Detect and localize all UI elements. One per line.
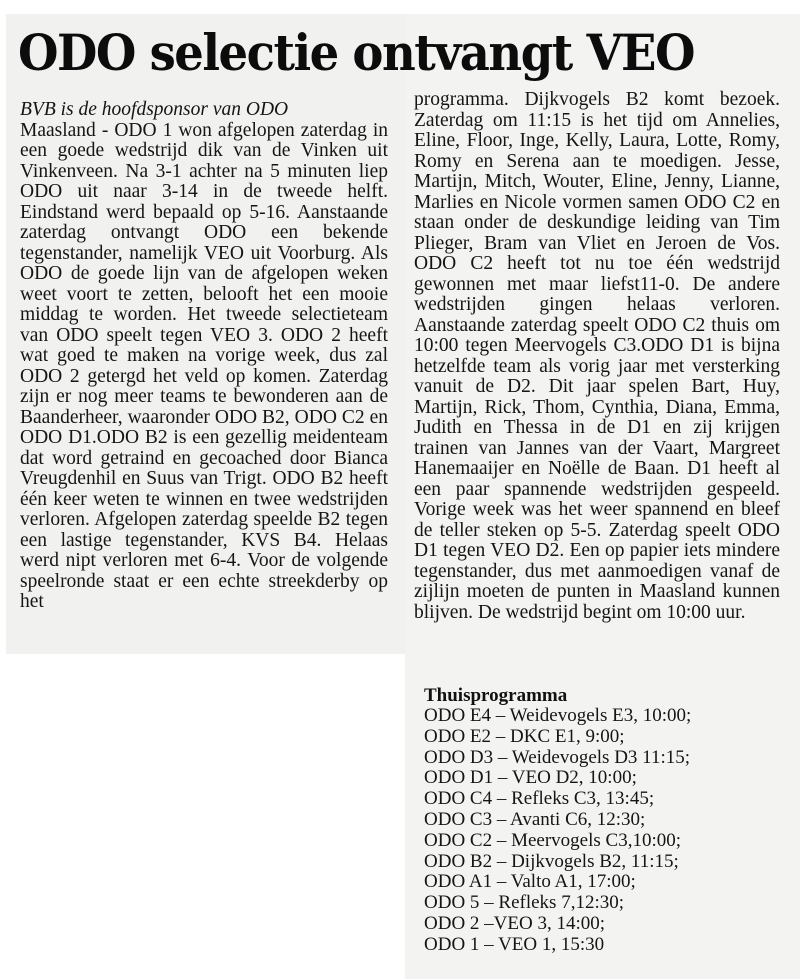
schedule-item: ODO C3 – Avanti C6, 12:30; [424,808,646,830]
schedule-item: ODO 1 – VEO 1, 15:30 [424,933,605,955]
schedule-item: ODO D1 – VEO D2, 10:00; [424,767,637,789]
article-headline: ODO selectie ontvangt VEO [18,23,695,82]
schedule-item: ODO B2 – Dijkvogels B2, 11:15; [424,850,679,872]
schedule-item: ODO D3 – Weidevogels D3 11:15; [424,746,691,768]
article-column-right [414,90,780,623]
article-body-right: programma. Dijkvogels B2 komt bezoek. Zaterdag om 11:15 is het tijd om Annelies, Eline, Floor, Inge, Kelly, Laura, Lotte, Romy, Romy en Serena aan te moedigen. Jesse, Martijn, Mitch, Wouter, Eline, Jenny, Lianne, Marlies en Nicole vormen samen ODO C2 en staan onder de deskundige leiding van Tim Plieger, Bram van Vliet en Jeroen de Vos. ODO C2 heeft tot nu toe één wedstrijd gewonnen met maar liefst11-0. De andere wedstrijden gingen helaas verloren. Aanstaande zaterdag speelt ODO C2 thuis om 10:00 tegen Meervogels C3.ODO D1 is bijna hetzelfde team als vorig jaar met versterking vanuit de D2. Dit jaar spelen Bart, Huy, Martijn, Rick, Thom, Cynthia, Diana, Emma, Judith en Thessa in de D1 en zij krijgen trainen van Jannes van der Vaart, Margreet Hanemaaijer en Noëlle de Baan. D1 heeft al een paar spannende wedstrijden gespeeld. Vorige week was het weer spannend en bleef de teller steken op 5-5. Zaterdag speelt ODO D1 tegen VEO D2. Een op papier iets mindere tegenstander, dus met aanmoedigen vanaf de zijlijn moeten de punten in Maasland kunnen blijven. De wedstrijd begint om 10:00 uur. [414,89,780,623]
schedule-title: Thuisprogramma [424,685,568,706]
schedule-item: ODO C2 – Meervogels C3,10:00; [424,829,682,851]
home-schedule-list [424,706,691,956]
schedule-item: ODO 5 – Refleks 7,12:30; [424,892,625,914]
article-subhead: BVB is de hoofdsponsor van ODO [20,99,289,120]
schedule-item: ODO A1 – Valto A1, 17:00; [424,871,636,893]
schedule-item: ODO 2 –VEO 3, 14:00; [424,912,606,934]
article-column-left [20,100,388,613]
schedule-item: ODO E2 – DKC E1, 9:00; [424,725,625,747]
article-body-left: Maasland - ODO 1 won afgelopen zaterdag in een goede wedstrijd dik van de Vinken uit Vinkenveen. Na 3-1 achter na 5 minuten liep ODO uit naar 3-14 in de tweede helft. Eindstand werd bepaald op 5-16. Aanstaande zaterdag ontvangt ODO een bekende tegenstander, namelijk VEO uit Voorburg. Als ODO de goede lijn van de afgelopen weken weet voort te zetten, belooft het een mooie middag te worden. Het tweede selectieteam van ODO speelt tegen VEO 3. ODO 2 heeft wat goed te maken na vorige week, dus zal ODO 2 getergd het veld op komen. Zaterdag zijn er nog meer teams te bewonderen aan de Baanderheer, waaronder ODO B2, ODO C2 en ODO D1.ODO B2 is een gezellig meidenteam dat word getraind en gecoached door Bianca Vreugdenhil en Suus van Trigt. ODO B2 heeft één keer weten te winnen en twee wedstrijden verloren. Afgelopen zaterdag speelde B2 tegen een lastige tegenstander, KVS B4. Helaas werd nipt verloren met 6-4. Voor de volgende speelronde staat er een echte streekderby op het [20,119,388,612]
schedule-item: ODO C4 – Refleks C3, 13:45; [424,788,655,810]
schedule-item: ODO E4 – Weidevogels E3, 10:00; [424,705,692,726]
